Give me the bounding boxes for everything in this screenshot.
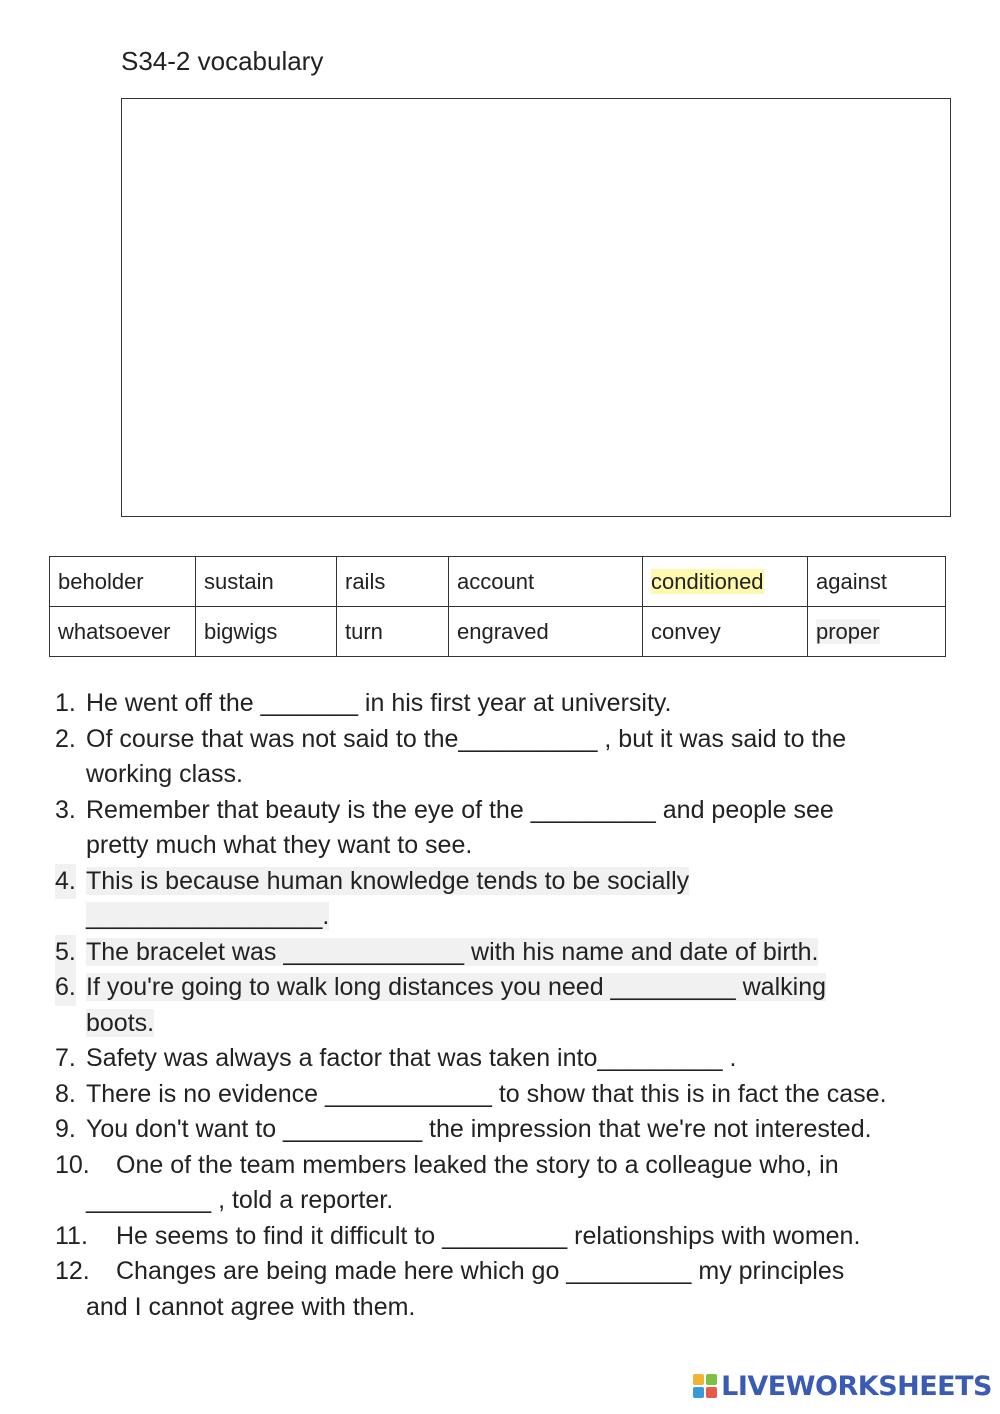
question-number: 5.	[55, 935, 76, 971]
question-text: working class.	[86, 760, 243, 788]
word-bank-row	[50, 557, 946, 607]
question-text: You don't want to __________ the impression that we're not interested.	[86, 1115, 872, 1143]
word-cell	[808, 607, 946, 657]
question-text: He seems to find it difficult to _________ relationships with women.	[116, 1221, 861, 1250]
question-text: Remember that beauty is the eye of the _________ and people see	[86, 795, 834, 824]
question-text: If you're going to walk long distances you need _________ walking	[86, 973, 827, 1001]
word-cell	[196, 607, 337, 657]
word-bank-row	[50, 607, 946, 657]
word-cell	[808, 557, 946, 607]
word-cell	[337, 557, 449, 607]
question-text: One of the team members leaked the story to a colleague who, in	[116, 1150, 839, 1179]
question-item	[55, 793, 955, 864]
question-text: Safety was always a factor that was taken into_________ .	[86, 1044, 737, 1072]
question-text: He went off the _______ in his first year at university.	[86, 689, 672, 717]
question-item	[55, 970, 955, 1041]
word: account	[457, 568, 535, 594]
word-cell	[196, 557, 337, 607]
question-number: 12.	[55, 1257, 90, 1285]
question-number: 6.	[55, 970, 76, 1006]
word-cell	[337, 607, 449, 657]
word-cell	[50, 557, 196, 607]
word: sustain	[204, 568, 274, 594]
word: turn	[345, 618, 383, 644]
word: engraved	[457, 618, 549, 644]
word-cell	[643, 557, 808, 607]
question-item	[55, 935, 955, 971]
question-list	[55, 686, 955, 1325]
liveworksheets-logo-icon	[693, 1374, 717, 1398]
question-text: There is no evidence ____________ to show that this is in fact the case.	[86, 1079, 887, 1108]
word: convey	[651, 618, 721, 644]
question-number: 11.	[55, 1221, 88, 1250]
question-item	[55, 1219, 955, 1255]
question-item	[55, 1254, 955, 1325]
word-cell	[643, 607, 808, 657]
question-text: _________________.	[86, 902, 330, 930]
question-item	[55, 1148, 955, 1219]
question-number: 7.	[55, 1044, 76, 1072]
word-cell	[50, 607, 196, 657]
word: rails	[345, 568, 386, 594]
question-item	[55, 686, 955, 722]
image-placeholder-box	[121, 98, 951, 517]
question-item	[55, 1041, 955, 1077]
question-number: 10.	[55, 1150, 90, 1179]
question-text: pretty much what they want to see.	[86, 831, 473, 859]
question-text: Changes are being made here which go _________ my principles	[116, 1257, 845, 1285]
word-highlighted: proper	[816, 618, 880, 644]
word: against	[816, 568, 887, 594]
question-text: and I cannot agree with them.	[86, 1292, 416, 1321]
question-number: 1.	[55, 689, 76, 717]
question-number: 8.	[55, 1079, 76, 1108]
question-item	[55, 1112, 955, 1148]
question-number: 2.	[55, 724, 76, 753]
question-text: Of course that was not said to the__________ , but it was said to the	[86, 724, 847, 753]
liveworksheets-logo	[693, 1370, 992, 1402]
question-item	[55, 722, 955, 793]
word-cell	[449, 557, 643, 607]
question-text: This is because human knowledge tends to be socially	[86, 866, 690, 895]
worksheet-title: S34-2 vocabulary	[121, 46, 324, 76]
word-cell	[449, 607, 643, 657]
word: bigwigs	[204, 618, 278, 644]
question-number: 9.	[55, 1115, 76, 1143]
question-number: 3.	[55, 795, 76, 824]
logo-text: LIVEWORKSHEETS	[721, 1370, 992, 1402]
word-bank-table	[49, 556, 946, 657]
question-number: 4.	[55, 864, 76, 900]
question-text: The bracelet was _____________ with his name and date of birth.	[86, 937, 819, 966]
word: beholder	[58, 568, 144, 594]
question-item	[55, 864, 955, 935]
question-text: _________ , told a reporter.	[86, 1186, 394, 1214]
word-highlighted: conditioned	[651, 568, 764, 594]
question-item	[55, 1077, 955, 1113]
word: whatsoever	[58, 618, 171, 644]
question-text: boots.	[86, 1008, 155, 1037]
